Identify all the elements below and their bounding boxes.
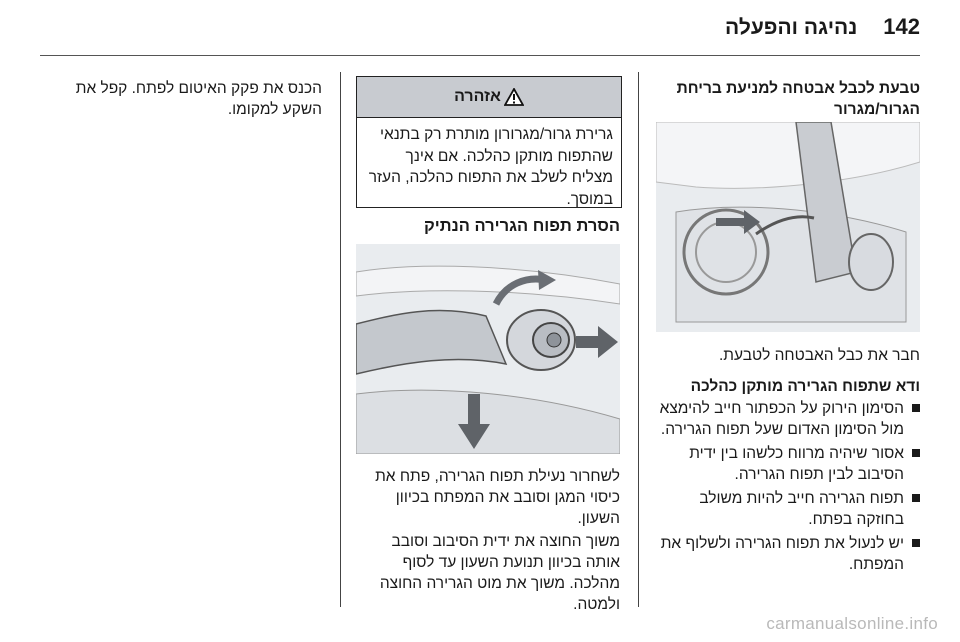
column-divider-right bbox=[638, 72, 639, 607]
left-paragraph: הכנס את פקק האיטום לפתח. קפל את השקע למקומו. bbox=[75, 80, 322, 118]
tow-bar-illustration bbox=[356, 244, 620, 454]
paragraph-unlock: לשחרור נעילת תפוח הגרירה, פתח את כיסוי המגן וסובב את המפתח בכיוון השעון. bbox=[375, 468, 620, 527]
warning-triangle-icon bbox=[504, 88, 524, 106]
middle-section-heading: הסרת תפוח הגרירה הנתיק bbox=[424, 217, 620, 235]
paragraph-remove: משוך החוצה את ידית הסיבוב וסובב אותה בכיוון תנועת השעון עד לסוף מהלכה. משוך את מוט הגרירה החוצה ולמטה. bbox=[379, 533, 620, 613]
towing-eye-illustration bbox=[656, 122, 920, 332]
page-header bbox=[725, 14, 920, 40]
watermark: carmanualsonline.info bbox=[766, 614, 938, 633]
warning-text: גרירת גרור/מגרורון מותרת רק בתנאי שהתפוח מותקן כהלכה. אם אינך מצליח לשלב את התפוח כהלכה, העזר במוסך. bbox=[368, 126, 613, 208]
warning-header bbox=[357, 77, 621, 118]
check-list bbox=[656, 398, 920, 578]
page-title: נהיגה והפעלה bbox=[725, 16, 858, 39]
tow-bar-removal-figure bbox=[356, 244, 620, 454]
list-item: הסימון הירוק על הכפתור חייב להימצא מול הסימון האדום שעל תפוח הגרירה. bbox=[656, 398, 920, 440]
warning-title: אזהרה bbox=[454, 88, 501, 105]
page-number: 142 bbox=[883, 14, 920, 39]
list-item: יש לנעול את תפוח הגרירה ולשלוף את המפתח. bbox=[656, 533, 920, 575]
bullet-icon bbox=[912, 539, 920, 547]
right-section-heading: טבעת לכבל אבטחה למניעת בריחת הגרור/מגרור bbox=[676, 80, 920, 118]
right-subheading: ודא שתפוח הגרירה מותקן כהלכה bbox=[690, 378, 920, 395]
list-item: אסור שיהיה מרווח כלשהו בין ידית הסיבוב לבין תפוח הגרירה. bbox=[656, 443, 920, 485]
bullet-icon bbox=[912, 494, 920, 502]
bullet-icon bbox=[912, 404, 920, 412]
bullet-icon bbox=[912, 449, 920, 457]
header-rule bbox=[40, 55, 920, 56]
figure-caption: חבר את כבל האבטחה לטבעת. bbox=[718, 347, 920, 364]
towing-eye-figure bbox=[656, 122, 920, 332]
column-divider-left bbox=[340, 72, 341, 607]
warning-box bbox=[356, 76, 622, 208]
list-item: תפוח הגרירה חייב להיות משולב בחוזקה בפתח. bbox=[656, 488, 920, 530]
